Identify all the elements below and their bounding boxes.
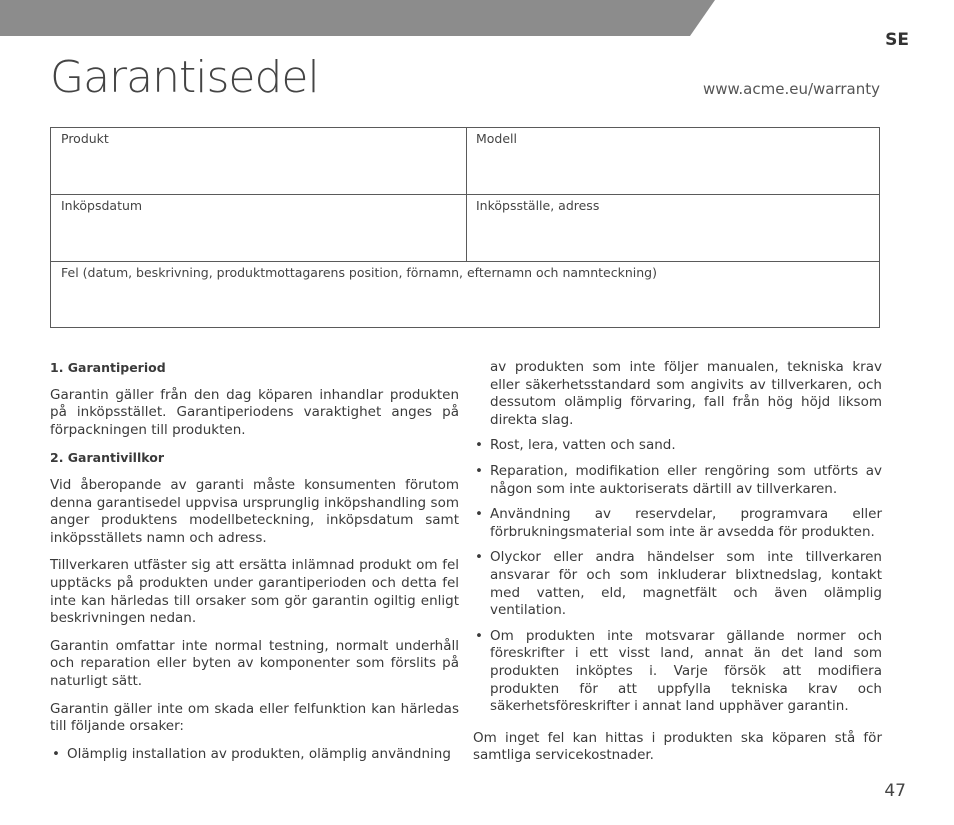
product-field[interactable]: Produkt bbox=[51, 128, 467, 194]
purchase-date-field[interactable]: Inköpsdatum bbox=[51, 195, 467, 261]
bullet-mark: • bbox=[475, 506, 483, 523]
page-title: Garantisedel bbox=[50, 52, 319, 103]
form-row bbox=[51, 128, 879, 195]
warranty-url: www.acme.eu/warranty bbox=[702, 80, 880, 98]
right-column bbox=[473, 359, 882, 765]
bullet-mark: • bbox=[475, 549, 483, 566]
list-item-text: Reparation, modifikation eller rengöring som utförts av någon som inte auktoriserats därtill av tillverkaren. bbox=[490, 462, 882, 497]
bullet-mark: • bbox=[475, 462, 483, 479]
list-item bbox=[473, 463, 882, 498]
warranty-form bbox=[50, 127, 880, 328]
paragraph: Garantin gäller från den dag köparen inhandlar produkten på inköpsstället. Garantiperiodens varaktighet anges på förpackningen till produkten. bbox=[50, 386, 459, 438]
fault-field[interactable]: Fel (datum, beskrivning, produktmottagarens position, förnamn, efternamn och namnteckning) bbox=[61, 265, 657, 280]
list-item bbox=[473, 506, 882, 541]
list-item-text: Om produkten inte motsvarar gällande normer och föreskrifter i ett visst land, annat än det land som produkten inköptes i. Varje försök att modifiera produkten för att uppfylla tekniska krav och säkerhetsföreskrifter i annat land upphäver garantin. bbox=[490, 627, 882, 715]
list-item-continuation: av produkten som inte följer manualen, tekniska krav eller säkerhetsstandard som angivits av tillverkaren, och dessutom olämplig förvaring, fall från hög höjd liksom direkta slag. bbox=[490, 359, 882, 428]
list-item-text: Olyckor eller andra händelser som inte tillverkaren ansvarar för och som inkluderar blixtnedslag, kontakt med vatten, eld, magnetfält och även olämplig ventilation. bbox=[490, 549, 882, 619]
purchase-place-field[interactable]: Inköpsställe, adress bbox=[476, 198, 600, 213]
form-row bbox=[51, 262, 879, 329]
form-row bbox=[51, 195, 879, 262]
list-item-text: Rost, lera, vatten och sand. bbox=[490, 437, 676, 454]
list-item bbox=[50, 746, 459, 764]
list-item-text: Användning av reservdelar, programvara eller förbrukningsmaterial som inte är avsedda för produkten. bbox=[490, 506, 882, 540]
list-item bbox=[473, 437, 882, 455]
page-number: 47 bbox=[884, 781, 906, 801]
list-item bbox=[473, 628, 882, 716]
list-item-text: Olämplig installation av produkten, olämplig användning bbox=[67, 745, 451, 762]
model-field[interactable]: Modell bbox=[476, 131, 518, 146]
language-code: SE bbox=[885, 30, 909, 50]
bullet-mark: • bbox=[475, 437, 483, 454]
paragraph: Tillverkaren utfäster sig att ersätta inlämnad produkt om fel upptäcks på produkten under garantiperioden och detta fel inte kan härledas till orsaker som gör garantin ogiltig enligt beskrivningen nedan. bbox=[50, 557, 459, 627]
closing-paragraph: Om inget fel kan hittas i produkten ska köparen stå för samtliga servicekostnader. bbox=[473, 729, 882, 764]
left-column bbox=[50, 359, 459, 771]
top-gray-bar bbox=[0, 0, 954, 36]
paragraph: Garantin gäller inte om skada eller felfunktion kan härledas till följande orsaker: bbox=[50, 700, 459, 735]
section-heading: 2. Garantivillkor bbox=[50, 450, 164, 466]
list-item bbox=[473, 549, 882, 619]
paragraph: Vid åberopande av garanti måste konsumenten förutom denna garantisedel uppvisa ursprunglig inköpshandling som anger produktens modellbeteckning, inköpsdatum samt inköpsställets namn och adress. bbox=[50, 476, 459, 546]
bullet-mark: • bbox=[475, 627, 483, 644]
bullet-mark: • bbox=[52, 745, 60, 762]
paragraph: Garantin omfattar inte normal testning, normalt underhåll och reparation eller byten av komponenter som förslits på naturligt sätt. bbox=[50, 637, 459, 689]
section-heading: 1. Garantiperiod bbox=[50, 360, 166, 375]
